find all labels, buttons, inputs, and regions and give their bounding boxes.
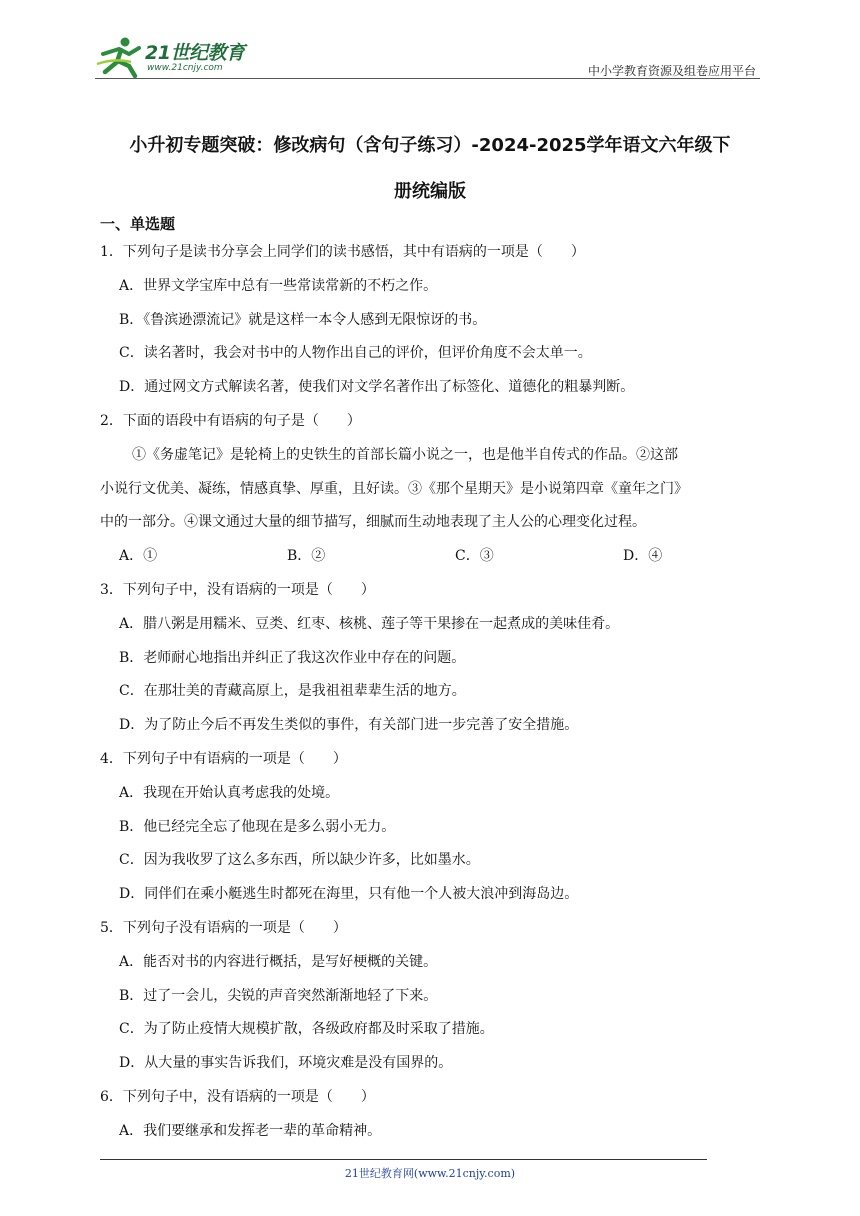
brand-url: www.21cnjy.com bbox=[147, 63, 223, 73]
question-stem: 4．下列句子中有语病的一项是（ ） bbox=[100, 751, 347, 767]
header-divider bbox=[95, 78, 760, 79]
option: D．从大量的事实告诉我们，环境灾难是没有国界的。 bbox=[119, 1055, 453, 1071]
question-stem: 3．下列句子中，没有语病的一项是（ ） bbox=[100, 582, 375, 598]
runner-logo-icon bbox=[95, 34, 145, 78]
question-stem: 1．下列句子是读书分享会上同学们的读书感悟，其中有语病的一项是（ ） bbox=[100, 244, 585, 260]
option: B．② bbox=[287, 548, 326, 564]
passage-line: ①《务虚笔记》是轮椅上的史铁生的首部长篇小说之一，也是他半自传式的作品。②这部 bbox=[132, 447, 678, 463]
option: D．同伴们在乘小艇逃生时都死在海里，只有他一个人被大浪冲到海岛边。 bbox=[119, 886, 579, 902]
platform-name: 中小学教育资源及组卷应用平台 bbox=[587, 64, 756, 78]
document-title-line-2: 册统编版 bbox=[394, 181, 466, 202]
option: D．④ bbox=[623, 548, 663, 564]
brand-name: 21世纪教育 bbox=[145, 42, 245, 64]
option: C．为了防止疫情大规模扩散，各级政府都及时采取了措施。 bbox=[119, 1021, 494, 1037]
option: D．为了防止今后不再发生类似的事件，有关部门进一步完善了安全措施。 bbox=[119, 717, 579, 733]
footer-text: 21世纪教育网(www.21cnjy.com) bbox=[344, 1167, 516, 1180]
option: A．能否对书的内容进行概括，是写好梗概的关键。 bbox=[119, 954, 438, 970]
page-header bbox=[95, 34, 760, 80]
option: D．通过网文方式解读名著，使我们对文学名著作出了标签化、道德化的粗暴判断。 bbox=[119, 379, 635, 395]
option: A．我们要继承和发挥老一辈的革命精神。 bbox=[119, 1123, 382, 1139]
brand-logo bbox=[95, 34, 270, 78]
option: C．因为我收罗了这么多东西，所以缺少许多，比如墨水。 bbox=[119, 852, 480, 868]
option: A．我现在开始认真考虑我的处境。 bbox=[119, 785, 340, 801]
question-stem: 2．下面的语段中有语病的句子是（ ） bbox=[100, 413, 361, 429]
option: B．他已经完全忘了他现在是多么弱小无力。 bbox=[119, 819, 396, 835]
footer-divider bbox=[100, 1159, 707, 1160]
option: B．过了一会儿，尖锐的声音突然渐渐地轻了下来。 bbox=[119, 988, 438, 1004]
option: A．世界文学宝库中总有一些常读常新的不朽之作。 bbox=[119, 278, 438, 294]
option: C．在那壮美的青藏高原上，是我祖祖辈辈生活的地方。 bbox=[119, 683, 466, 699]
option: B．《鲁滨逊漂流记》就是这样一本令人感到无限惊讶的书。 bbox=[119, 312, 487, 328]
question-stem: 5．下列句子没有语病的一项是（ ） bbox=[100, 920, 347, 936]
passage-line: 中的一部分。④课文通过大量的细节描写，细腻而生动地表现了主人公的心理变化过程。 bbox=[100, 514, 646, 530]
question-stem: 6．下列句子中，没有语病的一项是（ ） bbox=[100, 1089, 375, 1105]
option: B．老师耐心地指出并纠正了我这次作业中存在的问题。 bbox=[119, 650, 466, 666]
option: A．腊八粥是用糯米、豆类、红枣、核桃、莲子等干果掺在一起煮成的美味佳肴。 bbox=[119, 616, 620, 632]
option: C．③ bbox=[455, 548, 494, 564]
section-heading: 一、单选题 bbox=[100, 215, 176, 233]
passage-line: 小说行文优美、凝练，情感真挚、厚重，且好读。③《那个星期天》是小说第四章《童年之门》 bbox=[100, 481, 688, 497]
option: C．读名著时，我会对书中的人物作出自己的评价，但评价角度不会太单一。 bbox=[119, 345, 592, 361]
option: A．① bbox=[119, 548, 158, 564]
document-title-line-1: 小升初专题突破：修改病句（含句子练习）-2024-2025学年语文六年级下 bbox=[129, 135, 731, 156]
